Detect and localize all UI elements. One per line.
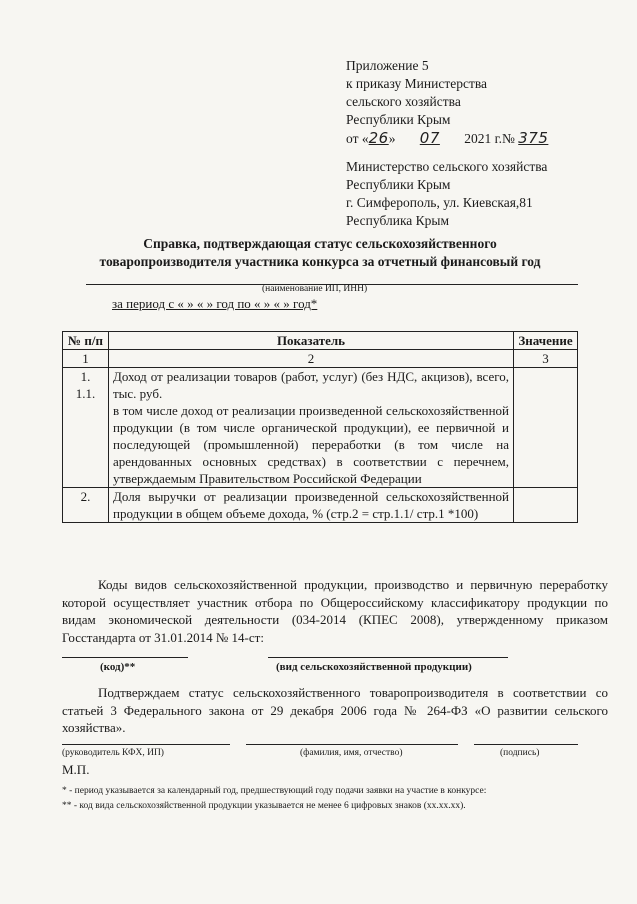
fio-line: [246, 744, 458, 745]
date-year: 2021 г.№: [464, 131, 515, 146]
colnum-3: 3: [514, 350, 578, 368]
code-line: [62, 657, 188, 658]
appendix-line-2: к приказу Министерства: [346, 76, 488, 91]
ministry-line-3: г. Симферополь, ул. Киевская,81: [346, 195, 533, 210]
appendix-line-4: Республики Крым: [346, 112, 451, 127]
date-month: 07: [419, 129, 440, 147]
indicator-table: [62, 331, 578, 523]
header-num: № п/п: [63, 332, 109, 350]
sign-label: (подпись): [500, 748, 540, 758]
ministry-line-2: Республики Крым: [346, 177, 451, 192]
row-2-text: Доля выручки от реализации произведенной сельскохозяйственной продукции в общем объеме дохода, % (стр.2 = стр.1.1/ стр.1 *100): [109, 488, 514, 523]
appendix-line-1: Приложение 5: [346, 58, 429, 73]
row-2-num: 2.: [63, 488, 109, 523]
header-value: Значение: [514, 332, 578, 350]
product-line: [268, 657, 508, 658]
colnum-1: 1: [63, 350, 109, 368]
row-1-1-text: в том числе доход от реализации произведенной сельскохозяйственной продукции (в том числе органической продукции), ее первичной и последующей (промышленной) переработки (в том числе на арендованных основных средствах) в соответствии с перечнем, утверждаемым Правительством Российской Федерации: [113, 403, 509, 486]
name-caption: (наименование ИП, ИНН): [262, 284, 368, 294]
title-line-1: Справка, подтверждающая статус сельскохозяйственного: [143, 236, 497, 251]
codes-paragraph: Коды видов сельскохозяйственной продукции, производство и первичную переработку которой осуществляет участник отбора по Общероссийскому классификатору продукции по видам экономической деятельности (034-2014 (КПЕС 2008), утвержденному приказом Госстандарта от 31.01.2014 № 14-ст:: [62, 577, 608, 645]
appendix-block: [346, 57, 548, 148]
table-row: [63, 368, 578, 488]
ministry-line-4: Республика Крым: [346, 213, 450, 228]
row-1-num: 1.: [80, 369, 91, 384]
order-number: 375: [518, 129, 549, 147]
code-label: (код)**: [100, 661, 136, 673]
ministry-address: [346, 158, 547, 230]
signature-line: [474, 744, 578, 745]
appendix-date-line: [346, 129, 548, 148]
date-prefix: от «: [346, 131, 369, 146]
date-mid: »: [388, 131, 396, 146]
row-2-value-cell[interactable]: [514, 488, 578, 523]
document-title: [40, 235, 600, 271]
appendix-line-3: сельского хозяйства: [346, 94, 461, 109]
table-header-row: [63, 332, 578, 350]
row-1-subnum: 1.1.: [75, 386, 96, 401]
ministry-line-1: Министерство сельского хозяйства: [346, 159, 548, 174]
period-line: за период с « » « » год по « » « » год*: [112, 296, 318, 311]
footnote-2: ** - код вида сельскохозяйственной продукции указывается не менее 6 цифровых знаков (хх.хх.хх).: [62, 801, 466, 811]
confirm-paragraph: Подтверждаем статус сельскохозяйственного товаропроизводителя в соответствии со статьей 3 Федерального закона от 29 декабря 2006 года № 264-ФЗ «О развитии сельского хозяйства».: [62, 685, 608, 735]
head-label: (руководитель КФХ, ИП): [62, 748, 164, 758]
table-colnum-row: [63, 350, 578, 368]
date-day: 26: [368, 129, 389, 147]
colnum-2: 2: [109, 350, 514, 368]
row-1-text: Доход от реализации товаров (работ, услуг) (без НДС, акцизов), всего, тыс. руб.: [113, 369, 509, 401]
row-1-value-cell[interactable]: [514, 368, 578, 488]
product-label: (вид сельскохозяйственной продукции): [276, 661, 472, 673]
header-indicator: Показатель: [109, 332, 514, 350]
footnote-1: * - период указывается за календарный год, предшествующий году подачи заявки на участие в конкурсе:: [62, 786, 487, 796]
head-sign-line: [62, 744, 230, 745]
stamp-label: М.П.: [62, 762, 90, 777]
title-line-2: товаропроизводителя участника конкурса за отчетный финансовый год: [99, 254, 541, 269]
table-row: [63, 488, 578, 523]
fio-label: (фамилия, имя, отчество): [300, 748, 403, 758]
